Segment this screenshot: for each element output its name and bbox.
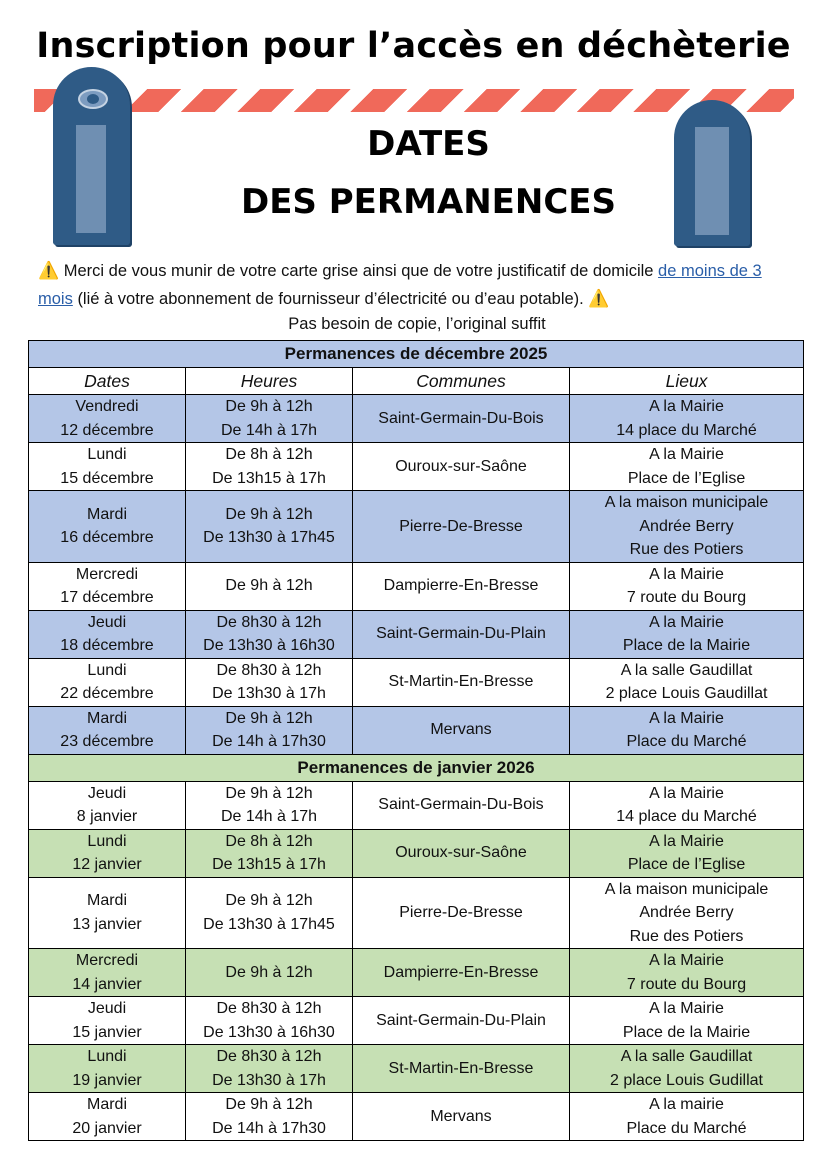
permanences-table [28,340,804,1141]
lieu-cell-line: A la Mairie [649,565,724,583]
lieu-cell [570,1093,804,1141]
lieu-cell-line: A la salle Gaudillat [620,661,753,679]
lieu-cell-line: A la Mairie [649,832,724,850]
commune-cell: Ouroux-sur-Saône [353,443,570,491]
date-cell-line: 14 janvier [72,975,142,993]
date-cell [29,443,186,491]
hours-cell-line: De 8h à 12h [225,446,313,463]
lieu-cell-line: A la Mairie [649,398,724,415]
date-cell-line: Mardi [86,709,127,727]
commune-cell: Pierre-De-Bresse [353,877,570,949]
table-row [29,829,804,877]
barrier-lamp [78,89,108,109]
hours-cell-line: De 9h à 12h [225,963,313,981]
lieu-cell-line: 14 place du Marché [616,808,757,825]
lieu-cell [570,491,804,563]
section-title: Permanences de janvier 2026 [29,754,804,781]
hours-cell-line: De 13h30 à 17h [212,1071,326,1089]
lieu-cell-line: Place de l’Eglise [627,856,746,873]
date-cell-line: Lundi [87,661,127,679]
date-cell-line: Lundi [87,832,127,850]
notice-link[interactable]: de moins de 3 mois [38,262,762,308]
hours-cell-line: De 13h30 à 17h45 [203,915,335,933]
hours-cell-line: De 9h à 12h [225,577,313,595]
date-cell-line: Mercredi [75,565,139,583]
date-cell-line: 22 décembre [60,685,154,702]
hours-cell-line: De 9h à 12h [225,784,313,802]
column-header: Heures [186,368,353,395]
lieu-cell [570,443,804,491]
date-cell-line: 16 décembre [60,529,154,547]
date-cell-line: 15 janvier [72,1023,142,1041]
lieu-cell [570,610,804,658]
hours-cell-line: De 8h30 à 12h [216,613,322,631]
lieu-cell-line: A la maison municipale [604,494,769,511]
hours-cell [186,658,353,706]
date-cell-line: Mercredi [75,952,139,969]
lieu-cell [570,1045,804,1093]
commune-cell: St-Martin-En-Bresse [353,658,570,706]
date-cell-line: Jeudi [87,1000,127,1017]
commune-cell: Dampierre-En-Bresse [353,949,570,997]
lieu-cell-line: Place de l’Eglise [627,469,746,487]
commune-cell: Mervans [353,1093,570,1141]
commune-cell: Pierre-De-Bresse [353,491,570,563]
barrier-post-right [674,100,750,246]
lieu-cell-line: Andrée Berry [639,517,734,535]
lieu-cell-line: A la Mairie [649,613,724,631]
hours-cell-line: De 13h30 à 16h30 [203,637,335,654]
notice [38,257,796,335]
date-cell-line: 12 décembre [60,421,154,439]
lieu-cell-line: Place de la Mairie [622,637,751,654]
hours-cell-line: De 8h30 à 12h [216,1048,322,1065]
page-title: Inscription pour l’accès en déchèterie [36,26,791,66]
lieu-cell [570,395,804,443]
lieu-cell-line: A la salle Gaudillat [620,1048,753,1065]
column-header: Communes [353,368,570,395]
lieu-cell-line: 2 place Louis Gudillat [610,1071,763,1089]
date-cell-line: Mardi [86,892,127,910]
lieu-cell [570,706,804,754]
hours-cell [186,1045,353,1093]
subtitle-dates: DATES [367,124,490,164]
table-row [29,443,804,491]
lieu-cell-line: Place du Marché [626,1119,747,1137]
hours-cell-line: De 13h30 à 17h45 [203,529,335,547]
date-cell-line: 8 janvier [76,808,138,825]
hours-cell-line: De 14h à 17h30 [212,733,326,750]
date-cell [29,1045,186,1093]
hours-cell-line: De 8h30 à 12h [216,661,322,679]
date-cell-line: Mardi [86,1096,127,1113]
hours-cell [186,781,353,829]
hours-cell-line: De 8h à 12h [225,832,313,850]
date-cell [29,997,186,1045]
commune-cell: Saint-Germain-Du-Bois [353,781,570,829]
hours-cell [186,1093,353,1141]
table-row [29,395,804,443]
date-cell [29,829,186,877]
hours-cell [186,491,353,563]
lieu-cell [570,562,804,610]
date-cell [29,395,186,443]
table-row [29,562,804,610]
date-cell [29,781,186,829]
table-row [29,1093,804,1141]
hours-cell [186,610,353,658]
warning-icon: ⚠️ [588,289,610,308]
lieu-cell-line: 7 route du Bourg [626,975,747,993]
commune-cell: St-Martin-En-Bresse [353,1045,570,1093]
notice-text: Merci de vous munir de votre carte grise ainsi que de votre justificatif de domicile [63,262,654,280]
lieu-cell-line: A la Mairie [649,1000,724,1017]
lieu-cell [570,829,804,877]
date-cell [29,610,186,658]
date-cell-line: Lundi [87,1048,127,1065]
date-cell-line: Jeudi [87,784,127,802]
lieu-cell-line: Rue des Potiers [629,927,744,945]
lieu-cell-line: A la maison municipale [604,880,769,898]
date-cell-line: 23 décembre [60,733,154,750]
lieu-cell [570,781,804,829]
column-header: Lieux [570,368,804,395]
table-row [29,610,804,658]
lieu-cell-line: A la Mairie [649,784,724,802]
lieu-cell [570,997,804,1045]
commune-cell: Dampierre-En-Bresse [353,562,570,610]
date-cell [29,658,186,706]
hours-cell [186,443,353,491]
hours-cell-line: De 14h à 17h [220,808,318,825]
lieu-cell-line: Place du Marché [626,733,747,750]
date-cell-line: 13 janvier [72,915,142,933]
commune-cell: Saint-Germain-Du-Plain [353,997,570,1045]
hours-cell [186,562,353,610]
table-row [29,781,804,829]
date-cell-line: 12 janvier [72,856,142,873]
notice-text-after: (lié à votre abonnement de fournisseur d’électricité ou d’eau potable). [77,290,584,308]
lieu-cell-line: 2 place Louis Gaudillat [605,685,768,702]
date-cell-line: 20 janvier [72,1119,142,1137]
date-cell-line: 19 janvier [72,1071,142,1089]
barrier-stripe [34,89,794,112]
lieu-cell-line: Andrée Berry [639,904,734,921]
date-cell [29,562,186,610]
date-cell-line: 15 décembre [60,469,154,487]
hours-cell [186,706,353,754]
table-row [29,491,804,563]
date-cell-line: Jeudi [87,613,127,631]
hours-cell-line: De 13h30 à 16h30 [203,1023,335,1041]
hours-cell-line: De 13h30 à 17h [212,685,326,702]
column-header: Dates [29,368,186,395]
table-row [29,706,804,754]
date-cell [29,949,186,997]
lieu-cell [570,877,804,949]
lieu-cell-line: 7 route du Bourg [626,589,747,606]
hours-cell [186,949,353,997]
date-cell [29,706,186,754]
date-cell-line: Vendredi [75,398,139,415]
date-cell [29,877,186,949]
lieu-cell-line: 14 place du Marché [616,421,757,439]
commune-cell: Saint-Germain-Du-Bois [353,395,570,443]
hours-cell-line: De 8h30 à 12h [216,1000,322,1017]
notice-line2: Pas besoin de copie, l’original suffit [288,315,546,333]
date-cell-line: 18 décembre [60,637,154,654]
hours-cell-line: De 9h à 12h [225,1096,313,1113]
hours-cell [186,395,353,443]
lieu-cell-line: A la Mairie [649,709,724,727]
date-cell-line: 17 décembre [60,589,154,606]
section-title: Permanences de décembre 2025 [29,341,804,368]
lieu-cell-line: A la Mairie [649,446,724,463]
lieu-cell-line: A la mairie [649,1096,724,1113]
hours-cell-line: De 9h à 12h [225,709,313,727]
hours-cell-line: De 9h à 12h [225,398,313,415]
date-cell-line: Mardi [86,505,127,523]
lieu-cell [570,949,804,997]
date-cell-line: Lundi [87,446,127,463]
table-row [29,1045,804,1093]
warning-icon: ⚠️ [38,261,60,280]
hours-cell [186,877,353,949]
hours-cell-line: De 13h15 à 17h [212,469,326,487]
hours-cell-line: De 14h à 17h [220,421,318,439]
lieu-cell-line: A la Mairie [649,952,724,969]
hours-cell-line: De 9h à 12h [225,505,313,523]
date-cell [29,1093,186,1141]
hours-cell [186,829,353,877]
hours-cell-line: De 9h à 12h [225,892,313,910]
commune-cell: Ouroux-sur-Saône [353,829,570,877]
hours-cell-line: De 14h à 17h30 [212,1119,326,1137]
date-cell [29,491,186,563]
hours-cell [186,997,353,1045]
commune-cell: Mervans [353,706,570,754]
table-row [29,949,804,997]
table-row [29,997,804,1045]
subtitle-permanences: DES PERMANENCES [240,182,617,222]
commune-cell: Saint-Germain-Du-Plain [353,610,570,658]
hours-cell-line: De 13h15 à 17h [212,856,326,873]
lieu-cell-line: Rue des Potiers [629,541,744,558]
lieu-cell-line: Place de la Mairie [622,1023,751,1041]
table-row [29,658,804,706]
lieu-cell [570,658,804,706]
table-row [29,877,804,949]
